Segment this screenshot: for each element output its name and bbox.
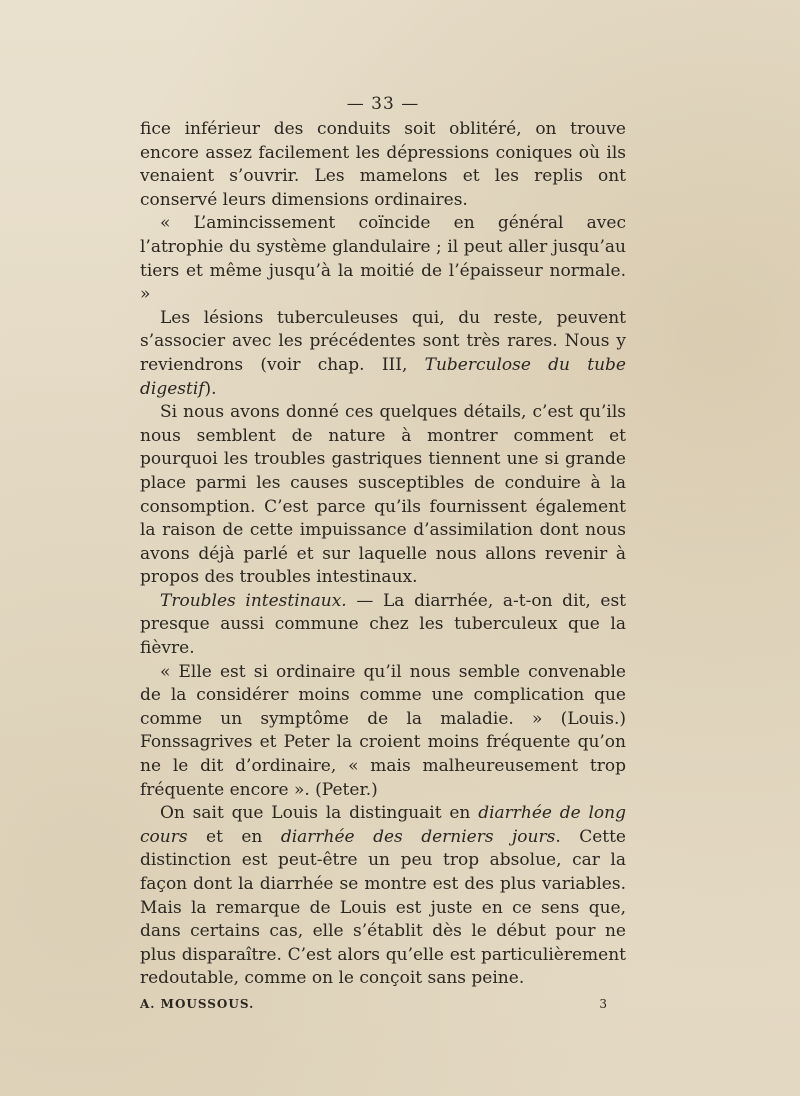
paragraph-3: Les lésions tuberculeuses qui, du reste, peuvent s’associer avec les précédentes sont très rares. Nous y reviendrons (voir chap. III, Tuberculose du tube digestif). bbox=[140, 307, 626, 399]
paragraph-1: fice inférieur des conduits soit oblitéré, on trouve encore assez facilement les dépressions coniques où ils venaient s’ouvrir. Les mamelons et les replis ont conservé leurs dimensions ordinaires. bbox=[140, 119, 626, 210]
body-text bbox=[140, 118, 626, 991]
paragraph-4: Si nous avons donné ces quelques détails, c’est qu’ils nous semblent de nature à montrer comment et pourquoi les troubles gastriques tiennent une si grande place parmi les causes susceptibles de conduire à la consomption. C’est parce qu’ils fournissent également la raison de cette impuissance d’assimilation dont nous avons déjà parlé et sur laquelle nous allons revenir à propos des troubles intestinaux. bbox=[140, 402, 626, 588]
footer-author: A. MOUSSOUS. bbox=[140, 996, 255, 1011]
paragraph-7: On sait que Louis la distinguait en diarrhée de long cours et en diarrhée des derniers jours. Cette distinction est peut-être un peu trop absolue, car la façon dont la diarrhée se montre est des plus variables. Mais la remarque de Louis est juste en ce sens que, dans certains cas, elle s’établit dès le début pour ne plus disparaître. C’est alors qu’elle est particulièrement redoutable, comme on le conçoit sans peine. bbox=[140, 803, 626, 989]
paragraph-6: « Elle est si ordinaire qu’il nous semble convenable de la considérer moins comme une complication que comme un symptôme de la maladie. » (Louis.) Fonssagrives et Peter la croient moins fréquente qu’on ne le dit d’ordinaire, « mais malheureusement trop fréquente encore ». (Peter.) bbox=[140, 661, 626, 800]
italic-term-2: diarrhée des derniers jours bbox=[280, 826, 556, 847]
italic-term-1: diarrhée de long cours bbox=[140, 803, 626, 847]
paragraph-5: Troubles intestinaux. — La diarrhée, a-t-on dit, est presque aussi commune chez les tuberculeux que la fièvre. bbox=[140, 590, 627, 659]
book-page bbox=[140, 94, 626, 1011]
page-number: — 33 — bbox=[346, 94, 420, 114]
section-heading: Troubles intestinaux. bbox=[160, 590, 347, 611]
italic-title: Tuberculose du tube digestif bbox=[140, 354, 626, 399]
paragraph-2: « L’amincissement coïncide en général avec l’atrophie du système glandulaire ; il peut aller jusqu’au tiers et même jusqu’à la moitié de l’épaisseur normale. » bbox=[140, 213, 626, 305]
page-footer bbox=[140, 997, 626, 1011]
signature-mark: 3 bbox=[599, 996, 608, 1011]
